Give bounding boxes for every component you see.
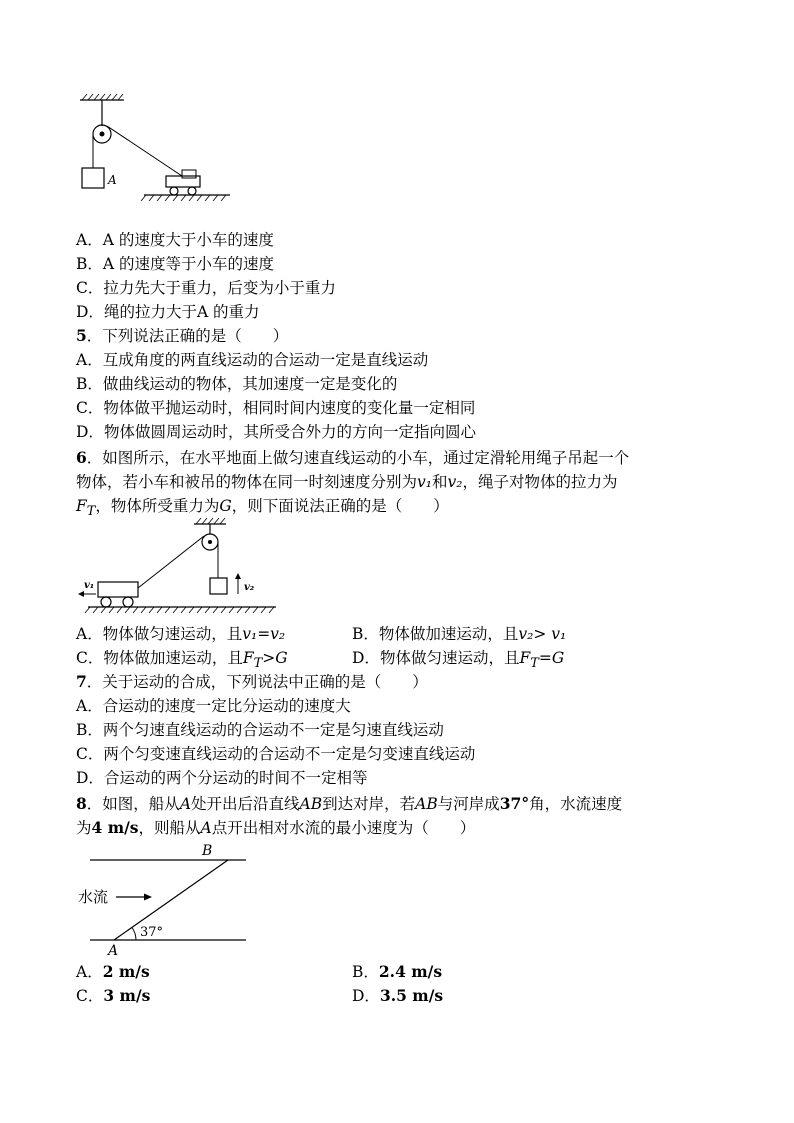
q5-option-d[interactable]: D．物体做圆周运动时，其所受合外力的方向一定指向圆心 <box>76 423 476 441</box>
q7-option-d[interactable]: D．合运动的两个分运动的时间不一定相等 <box>76 769 368 787</box>
q5-stem: 5．下列说法正确的是（ ） <box>76 326 289 345</box>
water-flow-label: 水流 <box>78 889 109 906</box>
q8-option-a[interactable]: A．2 m/s <box>76 962 150 981</box>
figure-river-crossing <box>78 840 250 958</box>
q5-option-a[interactable]: A．互成角度的两直线运动的合运动一定是直线运动 <box>76 351 429 369</box>
q6-stem-line-3: $F_T$，物体所受重力为G，则下面说法正确的是（ ） <box>76 497 449 520</box>
q7-option-a[interactable]: A．合运动的速度一定比分运动的速度大 <box>76 697 351 715</box>
v1-label: v₁ <box>84 580 95 591</box>
q6-option-d[interactable]: D．物体做匀速运动，且$F_T=G$ <box>352 649 565 672</box>
point-b-label: B <box>202 843 213 859</box>
q5-option-b[interactable]: B．做曲线运动的物体，其加速度一定是变化的 <box>76 375 398 393</box>
block-a-label: A <box>108 173 117 187</box>
q6-option-a[interactable]: A．物体做匀速运动，且v₁=v₂ <box>76 625 286 643</box>
q8-option-b[interactable]: B．2.4 m/s <box>352 962 443 981</box>
q6-option-c[interactable]: C．物体做加速运动，且$F_T>G$ <box>76 649 288 672</box>
q7-option-c[interactable]: C．两个匀变速直线运动的合运动不一定是匀变速直线运动 <box>76 745 476 763</box>
v2-label: v₂ <box>244 582 255 593</box>
q6-stem-line-1: 6．如图所示，在水平地面上做匀速直线运动的小车，通过定滑轮用绳子吊起一个 <box>76 448 630 467</box>
q5-option-c[interactable]: C．物体做平抛运动时，相同时间内速度的变化量一定相同 <box>76 399 476 417</box>
q6-stem-line-2: 物体，若小车和被吊的物体在同一时刻速度分别为v₁和v₂，绳子对物体的拉力为 <box>76 473 618 491</box>
angle-label: 37° <box>140 925 164 940</box>
q7-stem: 7．关于运动的合成，下列说法中正确的是（ ） <box>76 672 428 691</box>
q8-stem-line-1: 8．如图，船从A处开出后沿直线AB到达对岸，若AB与河岸成37°角，水流速度 <box>76 794 623 813</box>
q4-option-b[interactable]: B．A 的速度等于小车的速度 <box>76 255 275 273</box>
point-a-label: A <box>108 943 119 959</box>
q4-option-a[interactable]: A．A 的速度大于小车的速度 <box>76 231 274 249</box>
figure-pulley-cart-2 <box>80 518 280 618</box>
q6-option-b[interactable]: B．物体做加速运动，且v₂> v₁ <box>352 625 567 643</box>
q4-option-c[interactable]: C．拉力先大于重力，后变为小于重力 <box>76 279 336 297</box>
q8-stem-line-2: 为4 m/s，则船从A点开出相对水流的最小速度为（ ） <box>76 818 476 837</box>
q7-option-b[interactable]: B．两个匀速直线运动的合运动不一定是匀速直线运动 <box>76 721 444 739</box>
q4-option-d[interactable]: D．绳的拉力大于A 的重力 <box>76 303 260 321</box>
q8-option-c[interactable]: C．3 m/s <box>76 986 151 1005</box>
figure-pulley-cart-1 <box>78 92 238 204</box>
q8-option-d[interactable]: D．3.5 m/s <box>352 986 444 1005</box>
